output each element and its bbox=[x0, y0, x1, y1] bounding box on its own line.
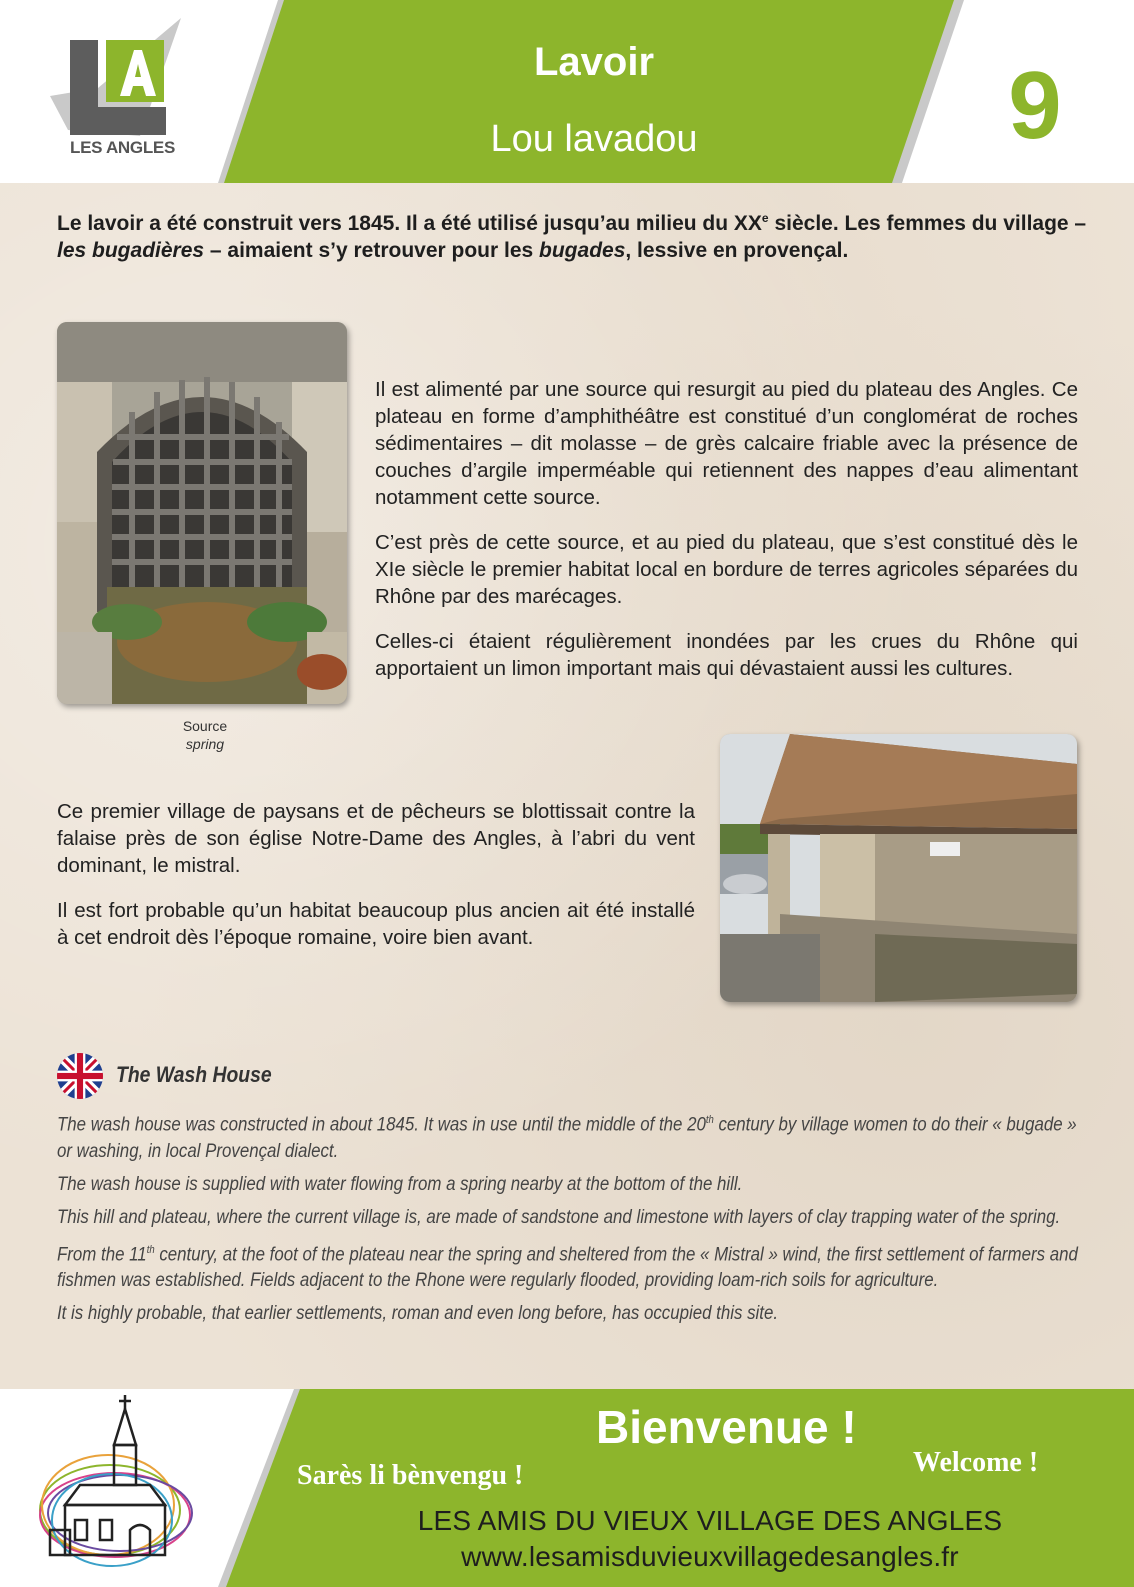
english-sup: th bbox=[146, 1243, 155, 1256]
page-subtitle: Lou lavadou bbox=[490, 118, 698, 160]
english-sup: th bbox=[705, 1114, 714, 1126]
paragraph: Ce premier village de paysans et de pêcheurs se blottissait contre la falaise près de son église Notre-Dame des Angles, à l’abri du vent dominant, le mistral. bbox=[57, 800, 695, 877]
paragraph: C’est près de cette source, et au pied du plateau, que s’est constitué dès le XIe siècle le premier habitat local en bordure de terres agricoles séparées du Rhône par des marécages. bbox=[375, 531, 1078, 608]
paragraph: Il est fort probable qu’un habitat beaucoup plus ancien ait été installé à cet endroit dès l’époque romaine, voire bien avant. bbox=[57, 899, 695, 949]
english-text bbox=[57, 1107, 1086, 1333]
english-paragraph: The wash house is supplied with water flowing from a spring nearby at the bottom of the hill. bbox=[57, 1172, 743, 1195]
footer-sares: Sarès li bènvengu ! bbox=[297, 1460, 524, 1491]
english-span: century by village women to do their « bugade » or washing, in local Provençal dialect. bbox=[57, 1113, 1077, 1162]
intro-sup: e bbox=[761, 211, 769, 225]
paragraph: Il est alimenté par une source qui resurgit au pied du plateau des Angles. Ce plateau en forme d’amphithéâtre est constitué d’un conglomérat de roches sédimentaires – dit molasse – de grès calcaire friable avec la présence de couches d’argile imperméable qui retiennent des nappes d’eau alimentant notamment cette source. bbox=[375, 378, 1078, 509]
intro-emphasis: les bugadières bbox=[57, 239, 205, 262]
intro-text: siècle. Les femmes du village – bbox=[768, 212, 1087, 235]
right-column-text bbox=[375, 376, 1078, 700]
intro-emphasis: bugades bbox=[539, 239, 626, 262]
source-photo bbox=[57, 322, 347, 704]
lavoir-photo bbox=[720, 734, 1077, 1002]
footer-url[interactable]: www.lesamisduvieuxvillagedesangles.fr bbox=[461, 1541, 959, 1572]
source-photo-caption bbox=[160, 717, 250, 753]
english-paragraph: It is highly probable, that earlier settlements, roman and even long before, has occupied this site. bbox=[57, 1302, 779, 1324]
logo-label: LES ANGLES bbox=[70, 138, 175, 157]
village-church-logo bbox=[30, 1395, 200, 1580]
caption-fr: Source bbox=[182, 718, 228, 734]
intro-text: , lessive en provençal. bbox=[625, 239, 849, 262]
caption-en: spring bbox=[185, 736, 225, 752]
english-paragraph: This hill and plateau, where the current village is, are made of sandstone and limestone with layers of clay trapping water of the spring. bbox=[57, 1205, 1061, 1228]
english-paragraph bbox=[57, 1237, 1086, 1294]
english-title: The Wash House bbox=[116, 1062, 272, 1087]
footer-association: LES AMIS DU VIEUX VILLAGE DES ANGLES bbox=[417, 1505, 1003, 1536]
paragraph: Celles-ci étaient régulièrement inondées par les crues du Rhône qui apportaient un limon important mais qui dévastaient aussi les cultures. bbox=[375, 630, 1078, 680]
station-number: 9 bbox=[1008, 52, 1062, 159]
page-title: Lavoir bbox=[533, 40, 655, 84]
english-paragraph bbox=[57, 1107, 1086, 1164]
footer-welcome: Welcome ! bbox=[913, 1447, 1039, 1478]
intro-paragraph bbox=[57, 205, 1087, 264]
english-span: From the 11 bbox=[57, 1243, 147, 1265]
intro-text: Le lavoir a été construit vers 1845. Il a été utilisé jusqu’au milieu du XX bbox=[57, 212, 762, 235]
uk-flag-icon bbox=[57, 1053, 103, 1099]
english-span: The wash house was constructed in about 1845. It was in use until the middle of the 20 bbox=[57, 1113, 706, 1136]
intro-text: – aimaient s’y retrouver pour les bbox=[204, 239, 540, 262]
left-column-text bbox=[57, 798, 695, 969]
footer-bienvenue: Bienvenue ! bbox=[596, 1401, 857, 1453]
english-span: century, at the foot of the plateau near the spring and sheltered from the « Mistral » wind, the first settlement of farmers and fishmen was established. Fields adjacent to the Rhone were regularly flooded, providing loam-rich soils for agriculture. bbox=[57, 1243, 1078, 1291]
